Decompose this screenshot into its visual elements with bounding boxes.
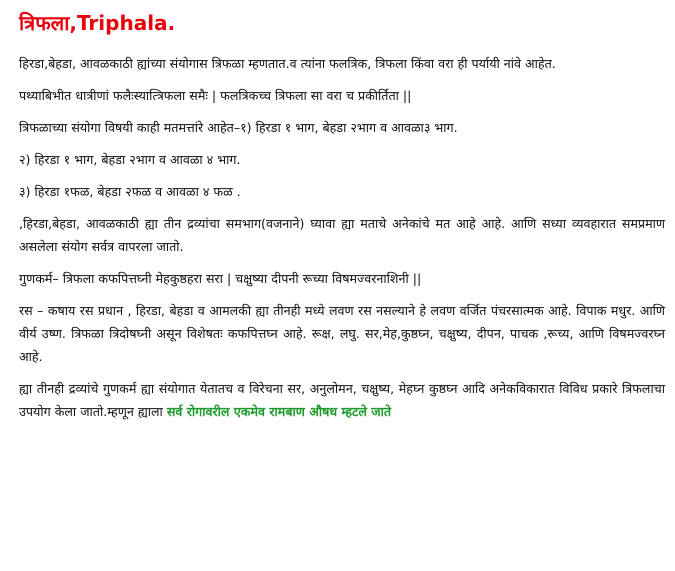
page-title: त्रिफला,Triphala. xyxy=(19,11,176,35)
equal-proportion-paragraph: ,हिरडा,बेहडा, आवळकाठी ह्या तीन द्रव्यांचा समभाग(वजनाने) घ्यावा ह्या मताचे अनेकांचे मत आहे आहे. आणि सध्या व्यवहारात समप्रमाण असलेला संयोग सर्वत्र वापरला जातो. xyxy=(19,216,665,254)
conclusion-paragraph xyxy=(19,377,665,423)
conclusion-highlight: सर्व रोगावरील एकमेव रामबाण औषध म्हटले जाते xyxy=(166,404,392,419)
conclusion-text: ह्या तीनही द्रव्यांचे गुणकर्म ह्या संयोगात येतातच व विरेचना सर, अनुलोमन, चक्षुष्य, मेहघ्न कुष्ठघ्न आदि अनेकविकारात विविध प्रकारे त्रिफलाचा उपयोग केला जातो.म्हणून ह्याला xyxy=(19,381,665,419)
document-body xyxy=(19,8,665,432)
proportion-intro-paragraph: त्रिफळाच्या संयोगा विषयी काही मतमत्तांरे आहेत–१) हिरडा १ भाग, बेहडा २भाग व आवळा३ भाग. xyxy=(19,120,458,135)
shloka-paragraph: पथ्याबिभीत धात्रीणां फलैःस्यात्त्रिफला समैः | फलत्रिकच्च त्रिफला सा वरा च प्रकीर्तिता || xyxy=(19,88,412,103)
proportion-option-3: ३) हिरडा १फळ, बेहडा २फळ व आवळा ४ फळ . xyxy=(19,184,241,199)
intro-paragraph: हिरडा,बेहडा, आवळकाठी ह्यांच्या संयोगास त्रिफळा म्हणतात.व त्यांना फलत्रिक, त्रिफला किंवा वरा ही पर्यायी नांवे आहेत. xyxy=(19,56,556,71)
properties-shloka-paragraph: गुणकर्म– त्रिफला कफपित्तघ्नी मेहकुष्ठहरा सरा | चक्षुष्या दीपनी रूच्या विषमज्वरनाशिनी || xyxy=(19,271,422,286)
rasa-paragraph: रस – कषाय रस प्रधान , हिरडा, बेहडा व आमलकी ह्या तीनही मध्ये लवण रस नसल्याने हे लवण वर्जित पंचरसात्मक आहे. विपाक मधुर. आणि वीर्य उष्ण. त्रिफळा त्रिदोषघ्नी असून विशेषतः कफपित्तघ्न आहे. रूक्ष, लघु. सर,मेह,कुष्ठघ्न, चक्षुष्य, दीपन, पाचक ,रूच्य, आणि विषमज्वरघ्न आहे. xyxy=(19,303,665,364)
proportion-option-2: २) हिरडा १ भाग, बेहडा २भाग व आवळा ४ भाग. xyxy=(19,152,241,167)
